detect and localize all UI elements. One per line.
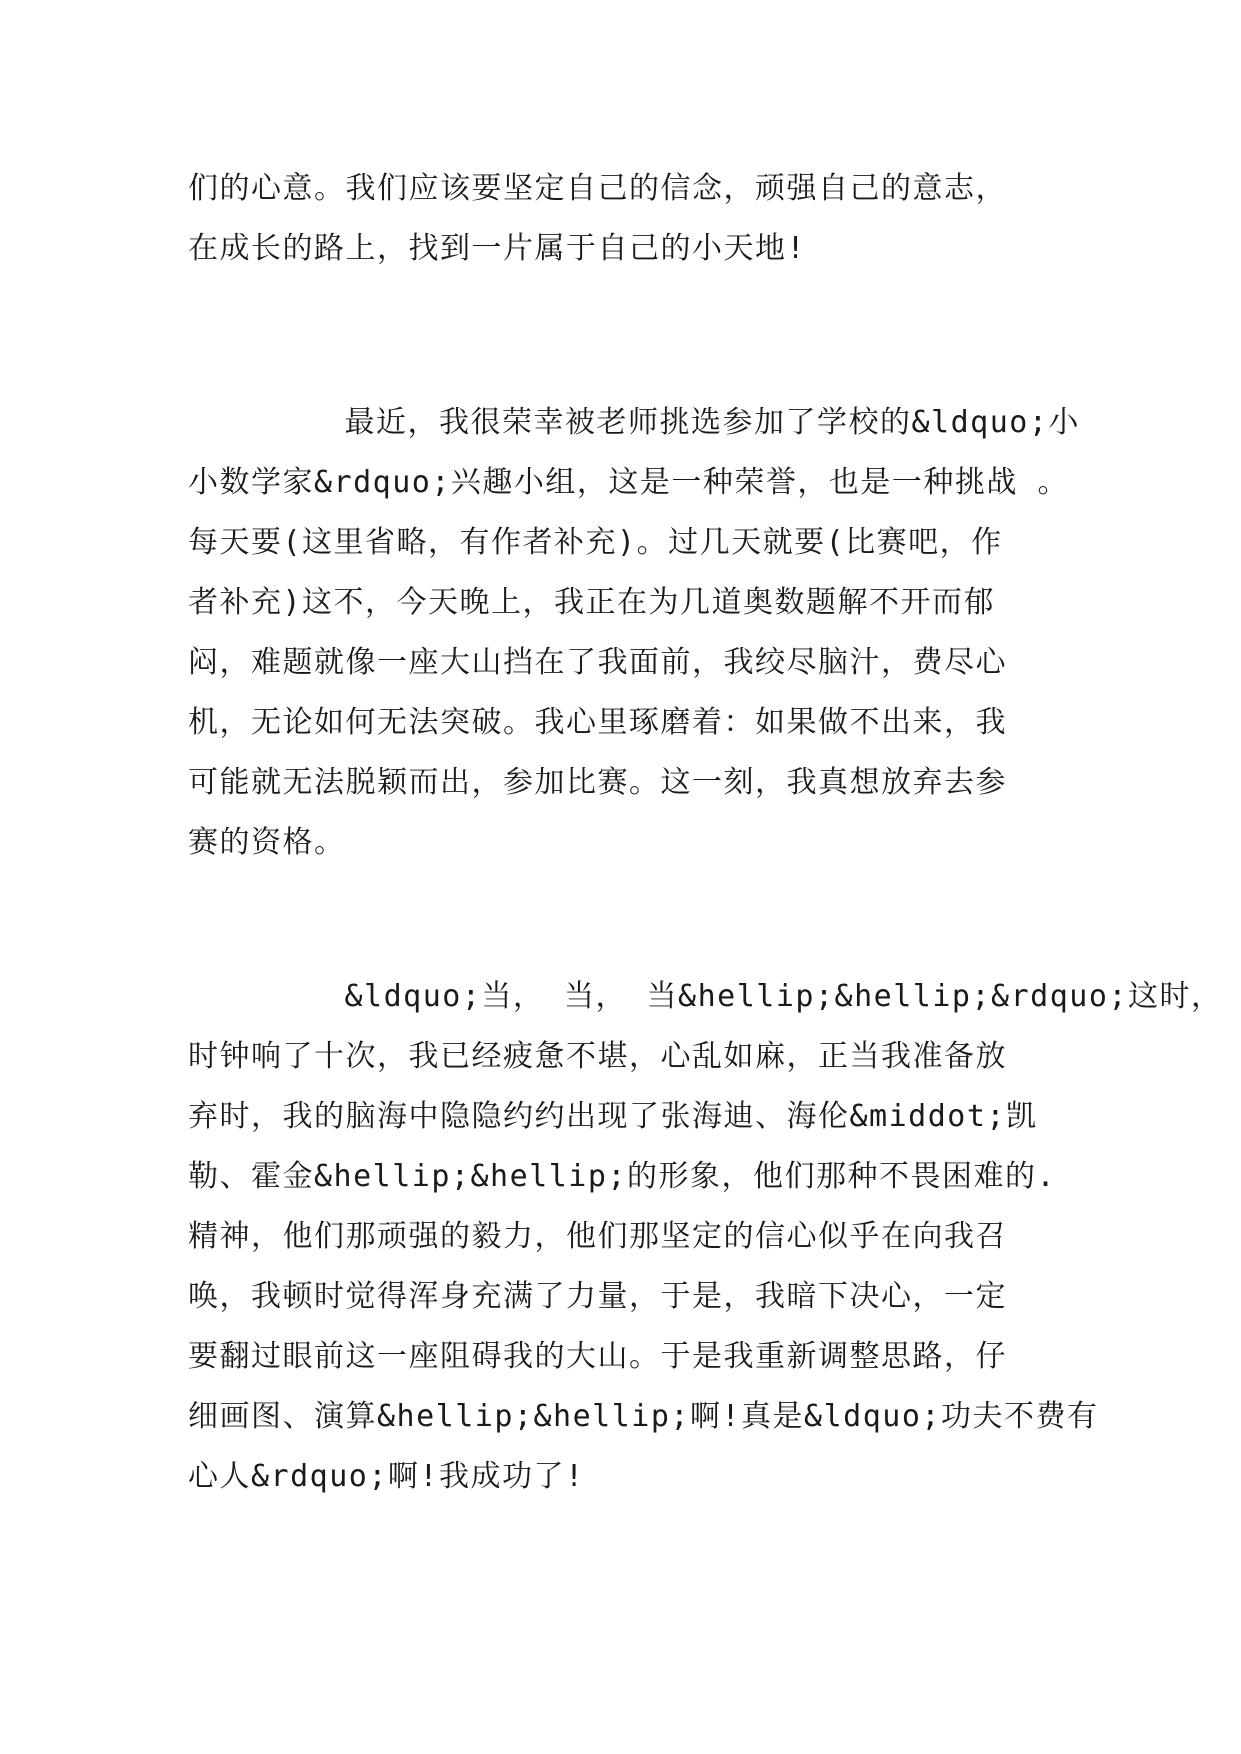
text-line: 勒、霍金&hellip;&hellip;的形象，他们那种不畏困难的.: [188, 1159, 1057, 1194]
text-line: 机，无论如何无法突破。我心里琢磨着：如果做不出来，我: [188, 705, 1007, 740]
text-line: 们的心意。我们应该要坚定自己的信念，顽强自己的意志，: [188, 171, 1007, 206]
text-line: 心人&rdquo;啊!我成功了!: [188, 1459, 585, 1494]
paragraph-2: [188, 393, 1080, 873]
text-line: 唤，我顿时觉得浑身充满了力量，于是，我暗下决心，一定: [188, 1279, 1007, 1314]
text-line: 时钟响了十次，我已经疲惫不堪，心乱如麻，正当我准备放: [188, 1039, 1007, 1074]
text-line: 者补充)这不，今天晚上，我正在为几道奥数题解不开而郁: [188, 585, 996, 620]
paragraph-3: [188, 967, 1223, 1507]
text-line: 可能就无法脱颖而出，参加比赛。这一刻，我真想放弃去参: [188, 765, 1007, 800]
text-line: &ldquo;当， 当， 当&hellip;&hellip;&rdquo;这时，: [188, 979, 1223, 1014]
text-line: 小数学家&rdquo;兴趣小组，这是一种荣誉，也是一种挑战 。: [188, 465, 1069, 500]
text-line: 在成长的路上，找到一片属于自己的小天地!: [188, 231, 807, 266]
text-line: 精神，他们那顽强的毅力，他们那坚定的信心似乎在向我召: [188, 1219, 1007, 1254]
text-line: 要翻过眼前这一座阻碍我的大山。于是我重新调整思路，仔: [188, 1339, 1007, 1374]
text-line: 赛的资格。: [188, 825, 346, 860]
text-line: 细画图、演算&hellip;&hellip;啊!真是&ldquo;功夫不费有: [188, 1399, 1099, 1434]
paragraph-1: [188, 159, 1068, 279]
text-line: 闷，难题就像一座大山挡在了我面前，我绞尽脑汁，费尽心: [188, 645, 1007, 680]
text-line: 最近，我很荣幸被老师挑选参加了学校的&ldquo;小: [188, 405, 1080, 440]
text-line: 每天要(这里省略，有作者补充)。过几天就要(比赛吧，作: [188, 525, 1003, 560]
text-line: 弃时，我的脑海中隐隐约约出现了张海迪、海伦&middot;凯: [188, 1099, 1038, 1134]
